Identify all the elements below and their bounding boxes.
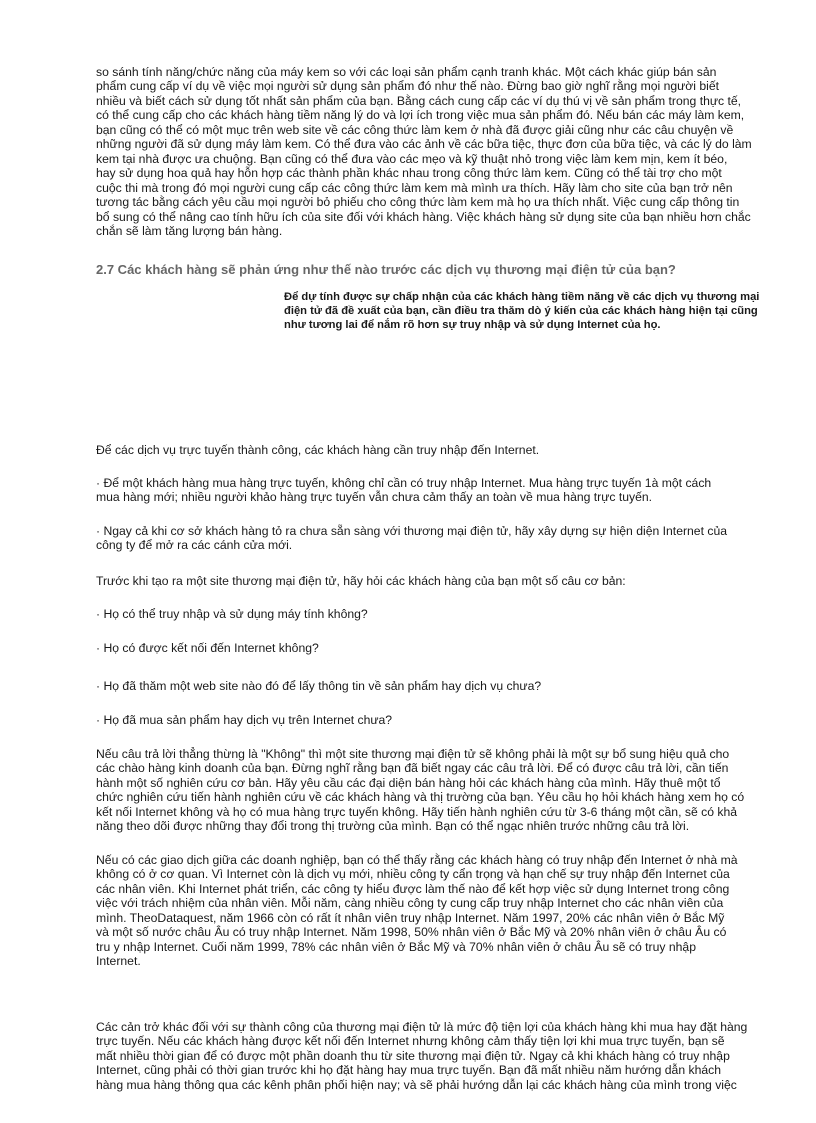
text-line: phẩm cung cấp ví dụ về việc mọi người sử dụng sản phẩm đó như thế nào. Đừng bao giờ nghĩ rằng mọi người biết — [96, 79, 720, 94]
text-line: những người đã sử dụng máy làm kem. Có thể đưa vào các ảnh về các bữa tiệc, thực đơn của bữa tiệc, và các lý do làm — [96, 137, 752, 152]
text-line: cuộc thi mà trong đó mọi người cung cấp các công thức làm kem mà mình ưa thích. Hãy làm cho site của bạn trở nên — [96, 180, 733, 195]
paragraph-internet-presence — [96, 524, 816, 553]
text-line: bổ sung có thể nâng cao tính hữu ích của site đối với khách hàng. Việc khách hàng sử dụng site của bạn nhiều hơn chắc — [96, 209, 751, 224]
question-item: · Họ có thể truy nhập và sử dụng máy tính không? — [96, 607, 368, 621]
text-line: Internet. — [96, 954, 141, 969]
text-line: Để các dịch vụ trực tuyến thành công, các khách hàng cần truy nhập đến Internet. — [96, 443, 540, 457]
text-line: trực tuyến. Nếu các khách hàng được kết nối đến Internet nhưng không cảm thấy tiện lợi khi mua trực tuyến, bạn sẽ — [96, 1034, 725, 1049]
text-line: mình. TheoDataquest, năm 1966 còn có rất ít nhân viên truy nhập Internet. Năm 1997, 20% các nhân viên ở Bắc Mỹ — [96, 910, 725, 925]
text-line: so sánh tính năng/chức năng của máy kem so với các loại sản phẩm cạnh tranh khác. Một cách khác giúp bán sản — [96, 65, 717, 79]
text-line: · Ngay cả khi cơ sở khách hàng tỏ ra chưa sẵn sàng với thương mại điện tử, hãy xây dựng sự hiện diện Internet của — [96, 524, 728, 538]
text-line: chức nghiên cứu tiến hành nghiên cứu về các khách hàng và thị trường của bạn. Yêu cầu họ hỏi khách hàng xem họ có — [96, 790, 745, 805]
text-line: năng theo dõi được những thay đổi trong thị trường của mình. Bạn có thể ngạc nhiên trước những câu trả lời. — [96, 819, 690, 834]
paragraph-research — [96, 747, 816, 834]
text-line: kem tại nhà được ưa chuộng. Bạn cũng có thể đưa vào các mẹo và kỹ thuật nhỏ trong việc làm kem mịn, kem ít béo, — [96, 151, 728, 166]
text-line: hành một số nghiên cứu cơ bản. Hãy yêu cầu các đại diện bán hàng hỏi các khách hàng của mình. Hãy thuê một tổ — [96, 775, 721, 790]
text-line: bạn cũng có thể có một mục trên web site về các công thức làm kem ở nhà đã được giải cũng như các câu chuyện về — [96, 122, 734, 137]
text-line: hay sử dụng hoa quả hay hỗn hợp các thành phần khác nhau trong công thức làm kem. Cũng có thể tài trợ cho một — [96, 166, 722, 181]
text-line: việc với trách nhiệm của nhân viên. Mỗi năm, càng nhiều công ty cung cấp truy nhập Internet cho các nhân viên của — [96, 896, 724, 911]
text-line: công ty để mở ra các cánh cửa mới. — [96, 538, 293, 553]
text-line: kết nối Internet không và họ có mua hàng trực tuyến không. Hãy tiến hành nghiên cứu từ 3-6 tháng một cần, sẽ có khả — [96, 804, 738, 819]
text-line: tru y nhập Internet. Cuối năm 1999, 78% các nhân viên ở Bắc Mỹ và 70% nhân viên ở châu Âu sẽ có truy nhập — [96, 939, 696, 954]
section-heading: 2.7 Các khách hàng sẽ phản ứng như thế nào trước các dịch vụ thương mại điện tử của bạn? — [96, 262, 676, 277]
paragraph-online-purchase — [96, 476, 816, 505]
text-line: mất nhiều thời gian để có được một phần doanh thu từ site thương mại điện tử. Ngay cả khi khách hàng có truy nhập — [96, 1048, 730, 1063]
text-line: Các cản trở khác đối với sự thành công của thương mại điện tử là mức độ tiện lợi của khách hàng khi mua hay đặt hàng — [96, 1020, 748, 1034]
text-line: không có ở cơ quan. Vì Internet còn là dịch vụ mới, nhiều công ty cẩn trọng và hạn chế sự truy nhập đến Internet của — [96, 867, 730, 882]
paragraph-b2b-access — [96, 853, 816, 969]
text-line: chắn sẽ làm tăng lượng bán hàng. — [96, 223, 283, 238]
text-line: Nếu có các giao dịch giữa các doanh nghiệp, bạn có thể thấy rằng các khách hàng có truy nhập đến Internet ở nhà mà — [96, 853, 738, 867]
text-line: tương tác bằng cách yêu cầu mọi người bỏ phiếu cho công thức làm kem mà họ ưa thích nhất. Việc cung cấp thông tin — [96, 195, 740, 210]
question-item: · Họ đã thăm một web site nào đó để lấy thông tin về sản phẩm hay dịch vụ chưa? — [96, 679, 542, 693]
question-item: · Họ có được kết nối đến Internet không? — [96, 641, 319, 655]
text-line: Nếu câu trả lời thẳng thừng là "Không" thì một site thương mại điện tử sẽ không phải là một sự bổ sung hiệu quả cho — [96, 747, 730, 761]
callout-box — [284, 290, 784, 332]
text-line: và một số nước châu Âu có truy nhập Internet. Năm 1998, 50% nhân viên ở Bắc Mỹ và 20% nhân viên ở châu Âu có — [96, 925, 727, 940]
text-line: các nhân viên. Khi Internet phát triển, các công ty hiểu được làm thế nào để kết hợp việc sử dụng Internet trong công — [96, 881, 730, 896]
text-line: như tương lai để nắm rõ hơn sự truy nhập và sử dụng Internet của họ. — [284, 319, 661, 331]
text-line: Trước khi tạo ra một site thương mại điện tử, hãy hỏi các khách hàng của bạn một số câu cơ bản: — [96, 574, 626, 588]
text-line: mua hàng mới; nhiều người khảo hàng trực tuyến vẫn chưa cảm thấy an toàn về mua hàng trực tuyến. — [96, 490, 653, 505]
text-line: hàng mua hàng thông qua các kênh phân phối hiện nay; và sẽ phải hướng dẫn lại các khách hàng của mình trong việc — [96, 1077, 737, 1092]
text-line: nhiều và biết cách sử dụng tốt nhất sản phẩm của bạn. Bằng cách cung cấp các ví dụ thú vị về sản phẩm trong thực tế, — [96, 93, 742, 108]
paragraph-ice-cream — [96, 65, 816, 238]
text-line: điện tử đã đề xuất của bạn, cần điều tra thăm dò ý kiến của các khách hàng hiện tại cũng — [284, 305, 758, 317]
text-line: · Để một khách hàng mua hàng trực tuyến, không chỉ cần có truy nhập Internet. Mua hàng trực tuyến 1à một cách — [96, 476, 712, 490]
paragraph-online-success — [96, 443, 816, 457]
text-line: các chào hàng kinh doanh của bạn. Đừng nghĩ rằng bạn đã biết ngay các câu trả lời. Để có được câu trả lời, cần tiến — [96, 761, 729, 776]
paragraph-convenience — [96, 1020, 816, 1092]
paragraph-questions-intro — [96, 574, 816, 588]
text-line: Internet, cũng phải có thời gian trước khi họ đặt hàng hay mua trực tuyến. Bạn đã mất nhiều năm hướng dẫn khách — [96, 1063, 722, 1078]
question-item: · Họ đã mua sản phẩm hay dịch vụ trên Internet chưa? — [96, 713, 393, 727]
text-line: Để dự tính được sự chấp nhận của các khách hàng tiềm năng về các dịch vụ thương mại — [284, 291, 760, 303]
text-line: có thể cung cấp cho các khách hàng tiềm năng lý do và lợi ích trong việc mua sản phẩm đó. Nếu bán các máy làm kem, — [96, 108, 745, 123]
